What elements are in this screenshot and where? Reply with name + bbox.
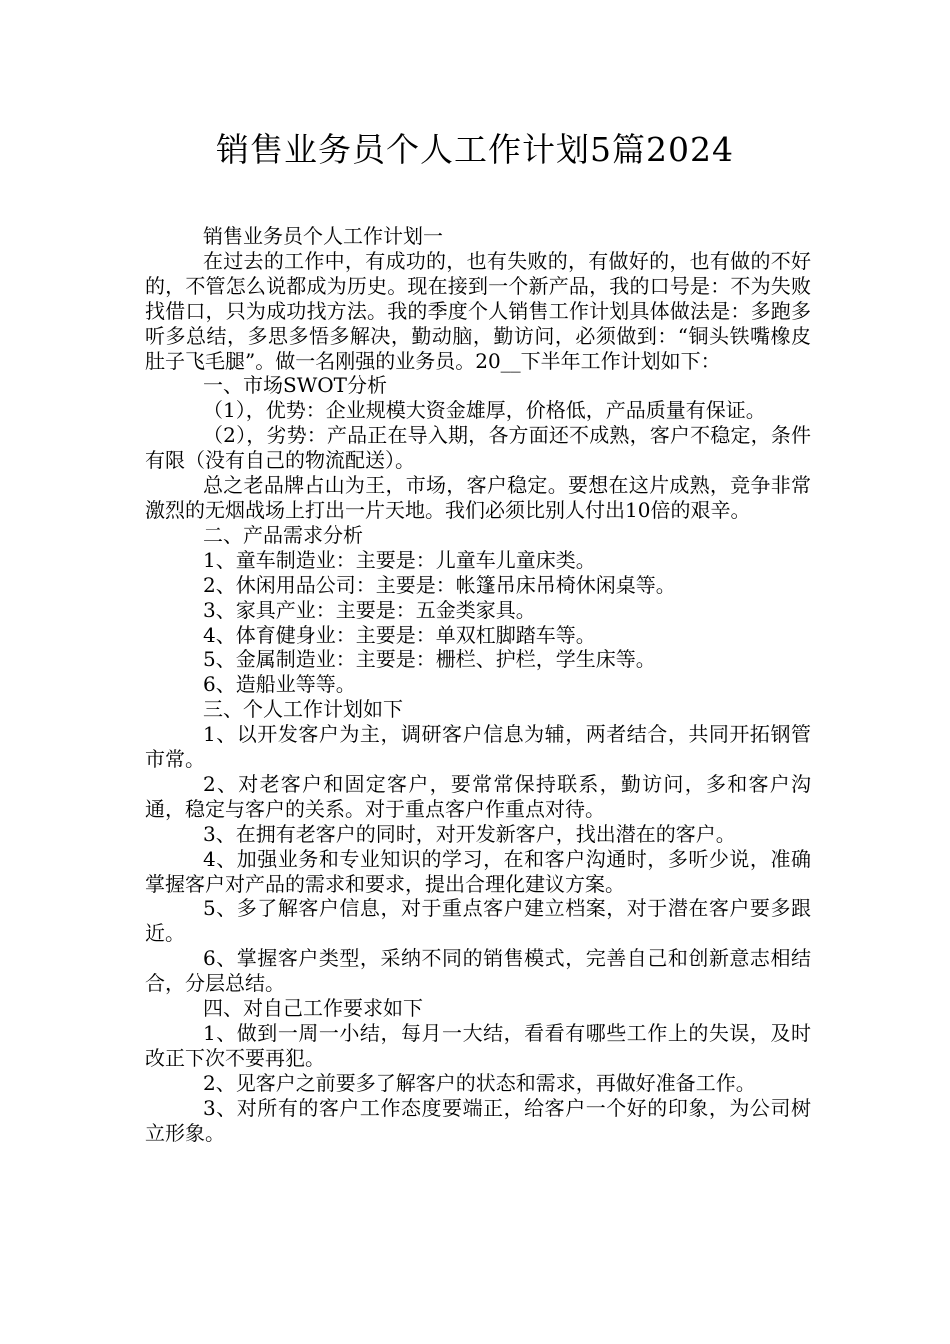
section-heading-swot: 一、市场SWOT分析	[203, 373, 387, 398]
work-plan-item: 6、掌握客户类型，采纳不同的销售模式，完善自己和创新意志相结合，分层总结。	[145, 946, 811, 996]
demand-item: 3、家具产业：主要是：五金类家具。	[203, 597, 536, 622]
swot-strength: （1），优势：企业规模大资金雄厚，价格低，产品质量有保证。	[203, 398, 766, 423]
requirement-item: 1、做到一周一小结，每月一大结，看看有哪些工作上的失误，及时改正下次不要再犯。	[145, 1021, 811, 1070]
document-title: 销售业务员个人工作计划5篇2024	[216, 130, 734, 169]
demand-item: 6、造船业等等。	[203, 672, 356, 697]
work-plan-item: 5、多了解客户信息，对于重点客户建立档案，对于潜在客户要多跟近。	[145, 896, 811, 946]
section-heading-demand: 二、产品需求分析	[203, 522, 363, 547]
swot-summary: 总之老品牌占山为王，市场，客户稳定。要想在这片成熟，竞争非常激烈的无烟战场上打出一片天地。我们必须比别人付出10倍的艰辛。	[145, 473, 811, 522]
document-body	[145, 224, 811, 1146]
work-plan-item: 1、以开发客户为主，调研客户信息为辅，两者结合，共同开拓钢管市常。	[145, 722, 811, 772]
demand-item: 2、休闲用品公司：主要是：帐篷吊床吊椅休闲桌等。	[203, 572, 676, 597]
intro-paragraph: 在过去的工作中，有成功的，也有失败的，有做好的，也有做的不好的，不管怎么说都成为历史。现在接到一个新产品，我的口号是：不为失败找借口，只为成功找方法。我的季度个人销售工作计划具体做法是：多跑多听多总结，多思多悟多解决，勤动脑，勤访问，必须做到：“铜头铁嘴橡皮肚子飞毛腿”。做一名刚强的业务员。20__下半年工作计划如下：	[145, 248, 811, 373]
work-plan-item: 3、在拥有老客户的同时，对开发新客户，找出潜在的客户。	[203, 821, 736, 846]
section-heading-self-requirements: 四、对自己工作要求如下	[203, 996, 423, 1021]
work-plan-item: 4、加强业务和专业知识的学习，在和客户沟通时，多听少说，准确掌握客户对产品的需求和要求，提出合理化建议方案。	[145, 846, 811, 896]
work-plan-item: 2、对老客户和固定客户，要常常保持联系，勤访问，多和客户沟通，稳定与客户的关系。对于重点客户作重点对待。	[145, 771, 811, 821]
requirement-item: 3、对所有的客户工作态度要端正，给客户一个好的印象，为公司树立形象。	[145, 1095, 811, 1145]
section-heading-plan-one: 销售业务员个人工作计划一	[203, 224, 443, 248]
requirement-item: 2、见客户之前要多了解客户的状态和需求，再做好准备工作。	[203, 1070, 756, 1095]
section-heading-work-plan: 三、个人工作计划如下	[203, 697, 403, 722]
demand-item: 5、金属制造业：主要是：栅栏、护栏，学生床等。	[203, 647, 656, 672]
demand-item: 4、体育健身业：主要是：单双杠脚踏车等。	[203, 622, 596, 647]
demand-item: 1、童车制造业：主要是：儿童车儿童床类。	[203, 547, 596, 572]
swot-weakness: （2），劣势：产品正在导入期，各方面还不成熟，客户不稳定，条件有限（没有自己的物流配送）。	[145, 423, 811, 473]
